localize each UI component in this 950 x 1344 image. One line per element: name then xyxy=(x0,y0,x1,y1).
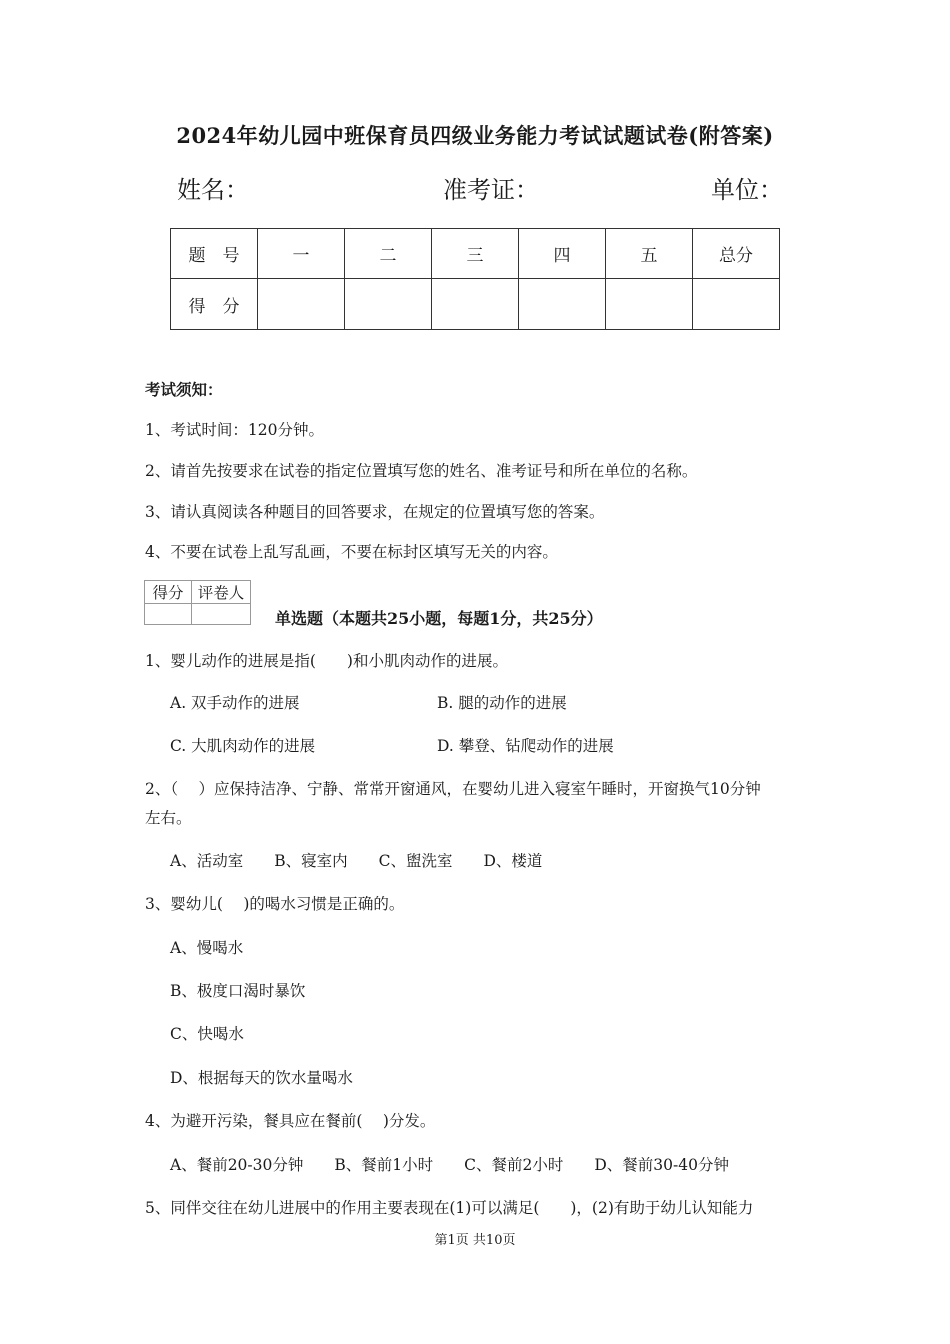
score-table-header-row xyxy=(171,229,780,279)
score-cell xyxy=(432,279,519,330)
score-table-header: 四 xyxy=(519,229,606,279)
question-option: D、根据每天的饮水量喝水 xyxy=(170,1069,353,1087)
question-stem: 4、为避开污染，餐具应在餐前( )分发。 xyxy=(145,1112,436,1130)
score-table xyxy=(170,228,780,330)
notice-item: 2、请首先按要求在试卷的指定位置填写您的姓名、准考证号和所在单位的名称。 xyxy=(145,462,698,480)
question-option: C. 大肌肉动作的进展 xyxy=(170,737,316,755)
question-option: B. 腿的动作的进展 xyxy=(437,694,567,712)
notice-item: 4、不要在试卷上乱写乱画，不要在标封区填写无关的内容。 xyxy=(145,543,558,561)
score-row-label: 得 分 xyxy=(171,279,258,330)
grader-score-cell xyxy=(145,604,192,625)
score-cell xyxy=(693,279,780,330)
score-table-header: 二 xyxy=(345,229,432,279)
section-title: 单选题（本题共25小题，每题1分，共25分） xyxy=(275,609,603,628)
notice-heading: 考试须知： xyxy=(145,380,223,399)
score-table-score-row xyxy=(171,279,780,330)
question-stem: 1、婴儿动作的进展是指( )和小肌肉动作的进展。 xyxy=(145,652,508,670)
question-stem: 3、婴幼儿( )的喝水习惯是正确的。 xyxy=(145,895,405,913)
question-option: C、快喝水 xyxy=(170,1025,244,1043)
grader-score-label: 得分 xyxy=(145,581,192,604)
score-cell xyxy=(258,279,345,330)
question-option: A. 双手动作的进展 xyxy=(170,694,300,712)
question-option: D. 攀登、钻爬动作的进展 xyxy=(437,737,614,755)
question-stem: 2、（ ）应保持洁净、宁静、常常开窗通风，在婴幼儿进入寝室午睡时，开窗换气10分钟 xyxy=(145,780,761,798)
score-cell xyxy=(345,279,432,330)
score-table-header: 总分 xyxy=(693,229,780,279)
notice-item: 3、请认真阅读各种题目的回答要求，在规定的位置填写您的答案。 xyxy=(145,503,605,521)
page-title: 2024年幼儿园中班保育员四级业务能力考试试题试卷(附答案) xyxy=(176,123,774,148)
question-options: A、活动室 B、寝室内 C、盥洗室 D、楼道 xyxy=(170,852,543,870)
score-table-header: 五 xyxy=(606,229,693,279)
question-stem: 5、同伴交往在幼儿进展中的作用主要表现在(1)可以满足( )，(2)有助于幼儿认知能力 xyxy=(145,1199,754,1217)
question-options: A、餐前20-30分钟 B、餐前1小时 C、餐前2小时 D、餐前30-40分钟 xyxy=(170,1156,729,1174)
name-field-label: 姓名： xyxy=(177,176,249,204)
score-cell xyxy=(519,279,606,330)
grader-table xyxy=(144,580,251,625)
score-table-header: 一 xyxy=(258,229,345,279)
question-stem-continued: 左右。 xyxy=(145,809,192,827)
score-table-header: 题 号 xyxy=(171,229,258,279)
notice-item: 1、考试时间：120分钟。 xyxy=(145,421,324,439)
grader-reviewer-label: 评卷人 xyxy=(192,581,251,604)
page-footer: 第1页 共10页 xyxy=(434,1233,516,1248)
score-table-header: 三 xyxy=(432,229,519,279)
grader-reviewer-cell xyxy=(192,604,251,625)
score-cell xyxy=(606,279,693,330)
unit-field-label: 单位： xyxy=(711,176,783,204)
exam-number-field-label: 准考证： xyxy=(443,176,539,204)
question-option: A、慢喝水 xyxy=(170,939,244,957)
question-option: B、极度口渴时暴饮 xyxy=(170,982,306,1000)
